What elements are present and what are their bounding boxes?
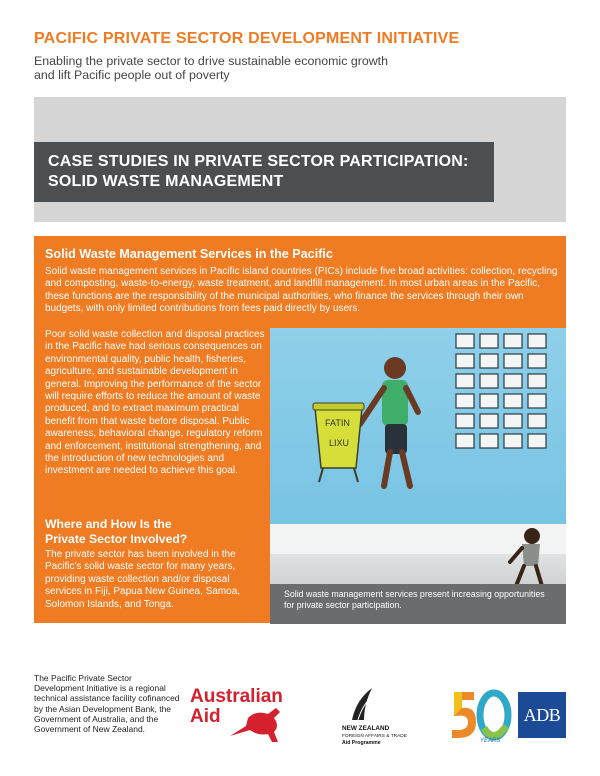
fifty-years-logo xyxy=(448,684,514,751)
nz-logo-line-3: Aid Programme xyxy=(342,740,381,746)
australian-aid-logo-graphic xyxy=(190,684,310,746)
fifty-years-logo-graphic xyxy=(448,684,514,746)
bin-label-2: LIXU xyxy=(329,438,350,448)
body-paragraph-2: The private sector has been involved in the Pacific's solid waste sector for many years, providing waste collection and/or disposal services in Fiji, Papua New Guinea, Samoa, Solomon Islands, and Tonga. xyxy=(45,549,241,610)
banner-line-1: CASE STUDIES IN PRIVATE SECTOR PARTICIPATION: xyxy=(48,153,469,170)
case-study-banner xyxy=(34,142,494,202)
org-title: PACIFIC PRIVATE SECTOR DEVELOPMENT INITIATIVE xyxy=(34,30,460,47)
years-label: YEARS xyxy=(480,738,501,744)
photo xyxy=(270,328,566,624)
bin-label-1: FATIN xyxy=(325,418,350,428)
adb-logo: ADB xyxy=(518,692,566,738)
body-paragraph: Poor solid waste collection and disposal practices in the Pacific have had serious consequences on environmental quality, public health, fisheries, agriculture, and sustainable development in general. Improving the performance of the sector will require efforts to reduce the amount of waste produced, and to extract maximum practical benefit from that waste before disposal. Public awareness, behavioral change, regulatory reform and enforcement, institutional strengthening, and the introduction of new technologies and investment are needed to achieve this goal. xyxy=(45,329,265,477)
photo-illustration xyxy=(270,328,566,624)
australian-aid-logo xyxy=(190,684,310,751)
tagline-line-2: and lift Pacific people out of poverty xyxy=(34,68,230,82)
header xyxy=(34,30,574,82)
content-panel xyxy=(34,236,566,623)
subheading-line-2: Private Sector Involved? xyxy=(45,531,188,546)
fern-icon xyxy=(352,688,372,720)
tagline-line-1: Enabling the private sector to drive sustainable economic growth xyxy=(34,54,389,68)
australian-aid-logo-line-2: Aid xyxy=(190,706,221,727)
footer-note: The Pacific Private Sector Development Initiative is a regional technical assistance facility cofinanced by the Asian Development Bank, the Government of Australia, and the Government of New Zealand. xyxy=(34,673,180,735)
banner-line-2: SOLID WASTE MANAGEMENT xyxy=(48,173,284,190)
subheading-line-1: Where and How Is the xyxy=(45,517,172,531)
section-title: Solid Waste Management Services in the Pacific xyxy=(45,247,333,261)
nz-logo-line-1: NEW ZEALAND xyxy=(342,725,390,732)
kangaroo-icon xyxy=(230,708,280,742)
subheading xyxy=(45,517,265,546)
intro-paragraph: Solid waste management services in Pacific island countries (PICs) include five broad activities: collection, recycling and composting, waste-to-energy, waste treatment, and landfill management. In most urban areas in the Pacific, these functions are the responsibility of the municipal authorities, who finance the services through their own budgets, with only limited contributions from fees paid directly by users. xyxy=(45,266,558,315)
new-zealand-aid-logo xyxy=(342,684,437,751)
new-zealand-aid-logo-graphic xyxy=(342,684,437,746)
nz-logo-line-2: FOREIGN AFFAIRS & TRADE xyxy=(342,734,407,739)
australian-aid-logo-line-1: Australian xyxy=(190,686,283,707)
tagline xyxy=(34,54,574,82)
photo-caption: Solid waste management services present increasing opportunities for private sector participation. xyxy=(270,584,566,624)
